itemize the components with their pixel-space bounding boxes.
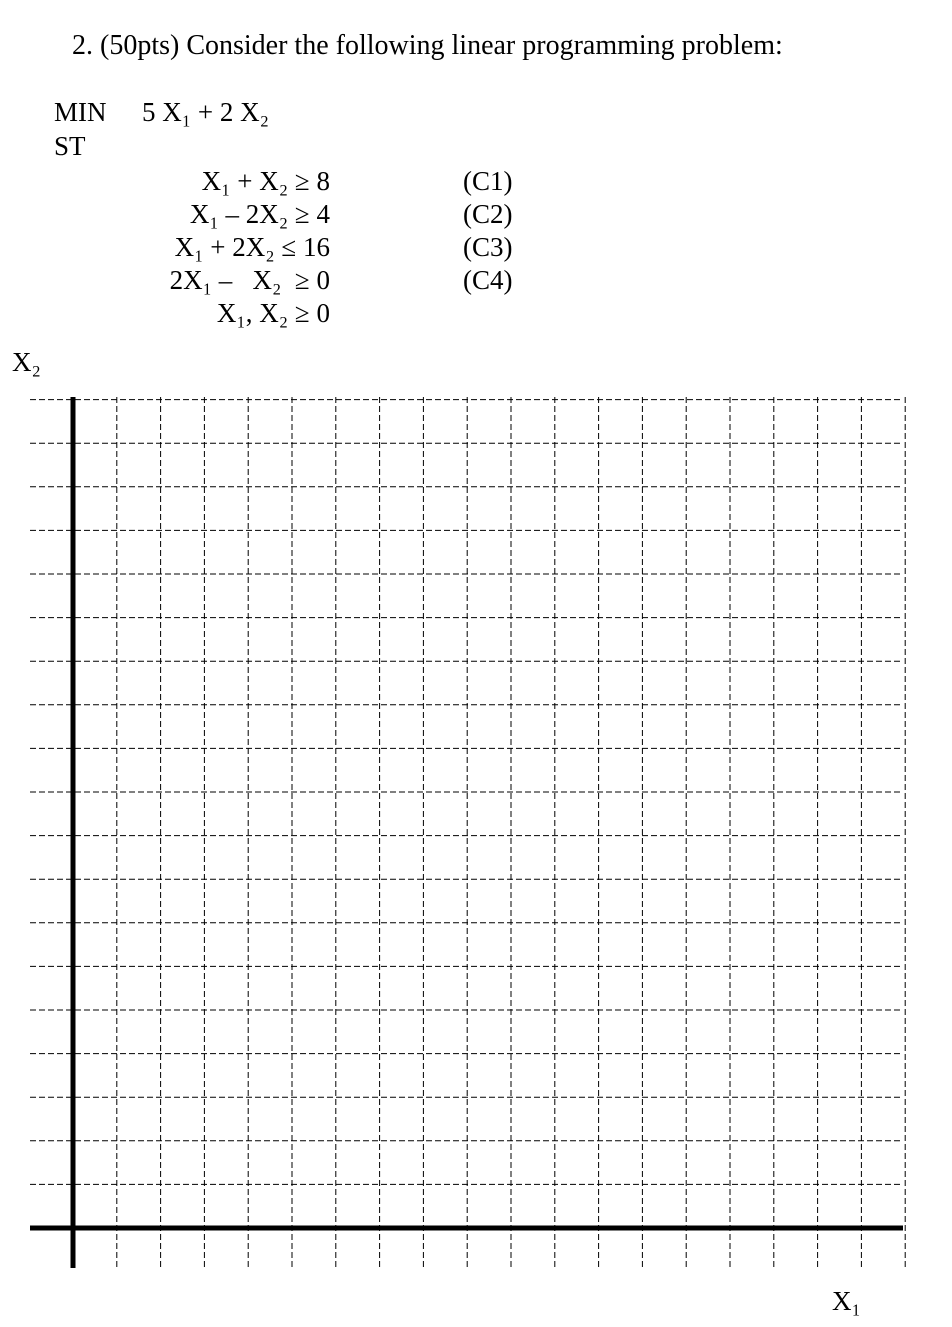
constraint-c4-label: (C4) xyxy=(463,265,513,295)
constraint-c2-expr: X₁ – 2X₂ ≥ 4 xyxy=(189,199,330,229)
nonnegativity-constraint: X₁, X₂ ≥ 0 xyxy=(216,298,330,328)
constraint-c4-expr: 2X₁ – X₂ ≥ 0 xyxy=(169,265,330,295)
gridlines xyxy=(30,397,905,1268)
constraint-c3-expr: X₁ + 2X₂ ≤ 16 xyxy=(174,232,330,262)
x1-axis-label: X₁ xyxy=(832,1286,861,1316)
min-keyword: MIN xyxy=(54,97,107,127)
x2-axis-label: X₂ xyxy=(12,347,41,377)
objective-function: 5 X₁ + 2 X₂ xyxy=(142,97,270,127)
constraint-c1-expr: X₁ + X₂ ≥ 8 xyxy=(201,166,330,196)
constraint-c2-label: (C2) xyxy=(463,199,513,229)
st-keyword: ST xyxy=(54,131,86,161)
problem-heading: 2. (50pts) Consider the following linear programming problem: xyxy=(72,30,783,61)
constraint-c3-label: (C3) xyxy=(463,232,513,262)
constraint-c1-label: (C1) xyxy=(463,166,513,196)
